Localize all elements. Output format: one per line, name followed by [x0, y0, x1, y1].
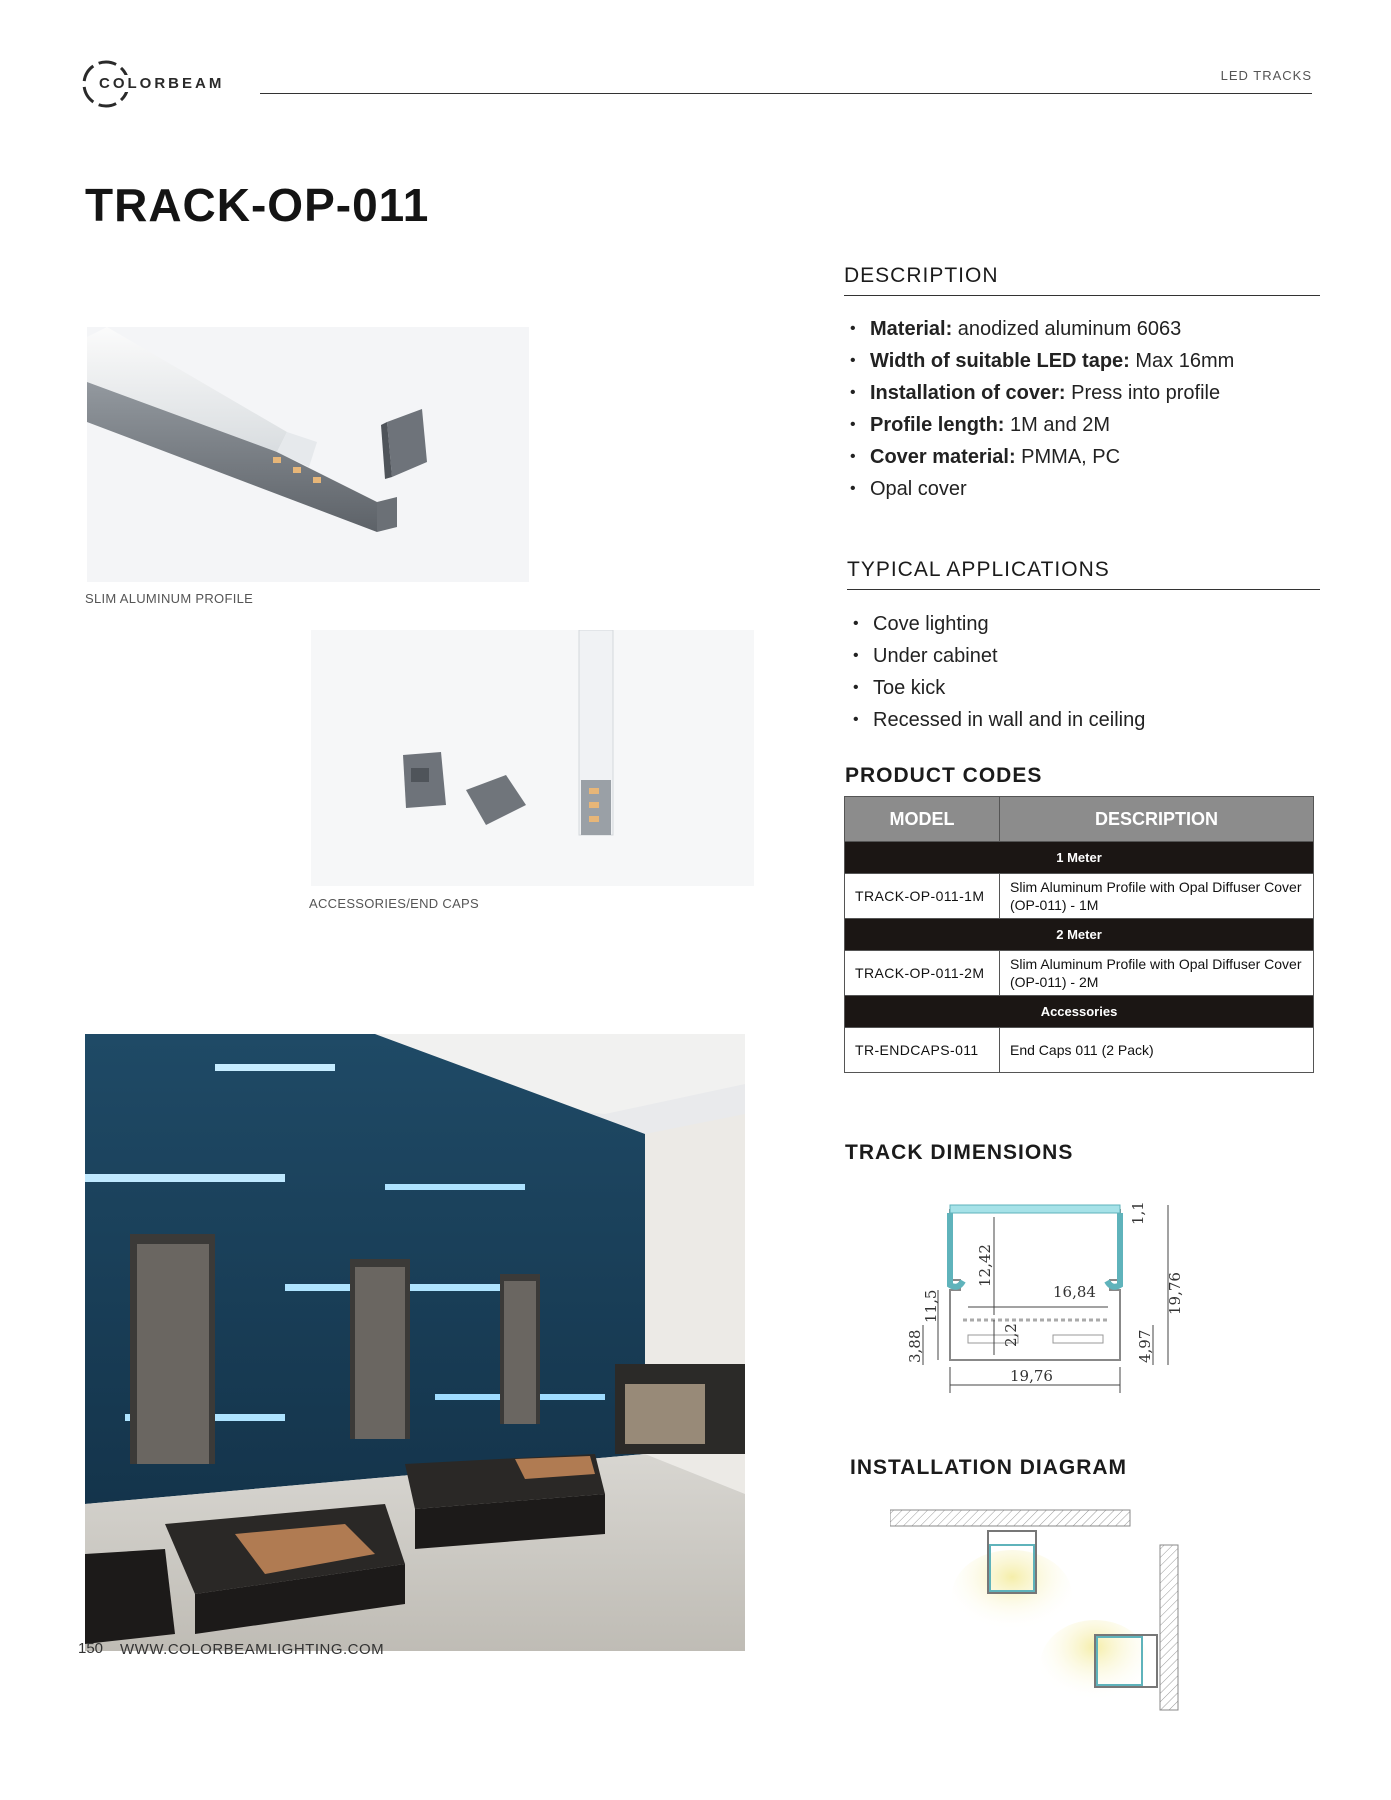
list-item: • Cover material: PMMA, PC — [844, 441, 1234, 473]
group-row: 2 Meter — [845, 919, 1314, 951]
dimension-label: 11,5 — [922, 1289, 940, 1323]
category-label: LED TRACKS — [1220, 68, 1312, 83]
description-divider — [844, 295, 1320, 296]
dimension-label: 16,84 — [1053, 1283, 1096, 1301]
brand-name: COLORBEAM — [99, 75, 225, 92]
table-row — [845, 951, 1314, 996]
group-row: 1 Meter — [845, 842, 1314, 874]
list-item: • Under cabinet — [847, 640, 1145, 672]
table-row — [845, 874, 1314, 919]
dimension-label: 4,97 — [1136, 1329, 1154, 1363]
installation-diagram — [890, 1505, 1190, 1715]
list-item: • Material: anodized aluminum 6063 — [844, 313, 1234, 345]
endcaps-photo — [308, 627, 757, 889]
description-cell: Slim Aluminum Profile with Opal Diffuser Cover (OP-011) - 2M — [1000, 951, 1314, 996]
group-row: Accessories — [845, 996, 1314, 1028]
brand-logo[interactable] — [80, 58, 230, 110]
dimension-label: 19,76 — [1166, 1272, 1184, 1315]
track-dimensions-diagram — [898, 1195, 1188, 1415]
column-header-model: MODEL — [845, 797, 1000, 842]
list-item: • Profile length: 1M and 2M — [844, 409, 1234, 441]
dimension-label: 2,2 — [1002, 1323, 1020, 1347]
description-cell: Slim Aluminum Profile with Opal Diffuser Cover (OP-011) - 1M — [1000, 874, 1314, 919]
dimension-label: 12,42 — [976, 1244, 994, 1287]
lobby-application-photo — [85, 1034, 745, 1651]
applications-heading: TYPICAL APPLICATIONS — [847, 558, 1110, 581]
dimension-label: 3,88 — [906, 1329, 924, 1363]
list-item: • Recessed in wall and in ceiling — [847, 704, 1145, 736]
installation-heading: INSTALLATION DIAGRAM — [850, 1456, 1128, 1479]
description-list — [844, 313, 1234, 505]
model-cell: TRACK-OP-011-1M — [845, 874, 1000, 919]
website-link[interactable]: WWW.COLORBEAMLIGHTING.COM — [120, 1641, 385, 1658]
list-item: • Opal cover — [844, 473, 1234, 505]
applications-list — [847, 608, 1145, 736]
page-title: TRACK-OP-011 — [85, 179, 430, 231]
product-codes-table — [844, 796, 1314, 1073]
model-cell: TRACK-OP-011-2M — [845, 951, 1000, 996]
product-codes-heading: PRODUCT CODES — [845, 764, 1043, 787]
page-number: 150 — [78, 1640, 104, 1657]
dimension-label: 1,1 — [1129, 1201, 1147, 1225]
end-caps-image — [311, 630, 754, 886]
description-heading: DESCRIPTION — [844, 264, 999, 287]
description-cell: End Caps 011 (2 Pack) — [1000, 1028, 1314, 1073]
dimension-label: 19,76 — [1010, 1367, 1053, 1385]
column-header-description: DESCRIPTION — [1000, 797, 1314, 842]
header-divider — [260, 93, 1312, 94]
list-item: • Cove lighting — [847, 608, 1145, 640]
aluminum-profile-image — [87, 327, 529, 582]
list-item: • Installation of cover: Press into profile — [844, 377, 1234, 409]
applications-divider — [847, 589, 1320, 590]
table-row — [845, 1028, 1314, 1073]
endcaps-caption: ACCESSORIES/END CAPS — [309, 896, 479, 911]
list-item: • Toe kick — [847, 672, 1145, 704]
profile-photo — [84, 324, 532, 585]
model-cell: TR-ENDCAPS-011 — [845, 1028, 1000, 1073]
profile-caption: SLIM ALUMINUM PROFILE — [85, 591, 254, 606]
list-item: • Width of suitable LED tape: Max 16mm — [844, 345, 1234, 377]
dimensions-heading: TRACK DIMENSIONS — [845, 1141, 1074, 1164]
